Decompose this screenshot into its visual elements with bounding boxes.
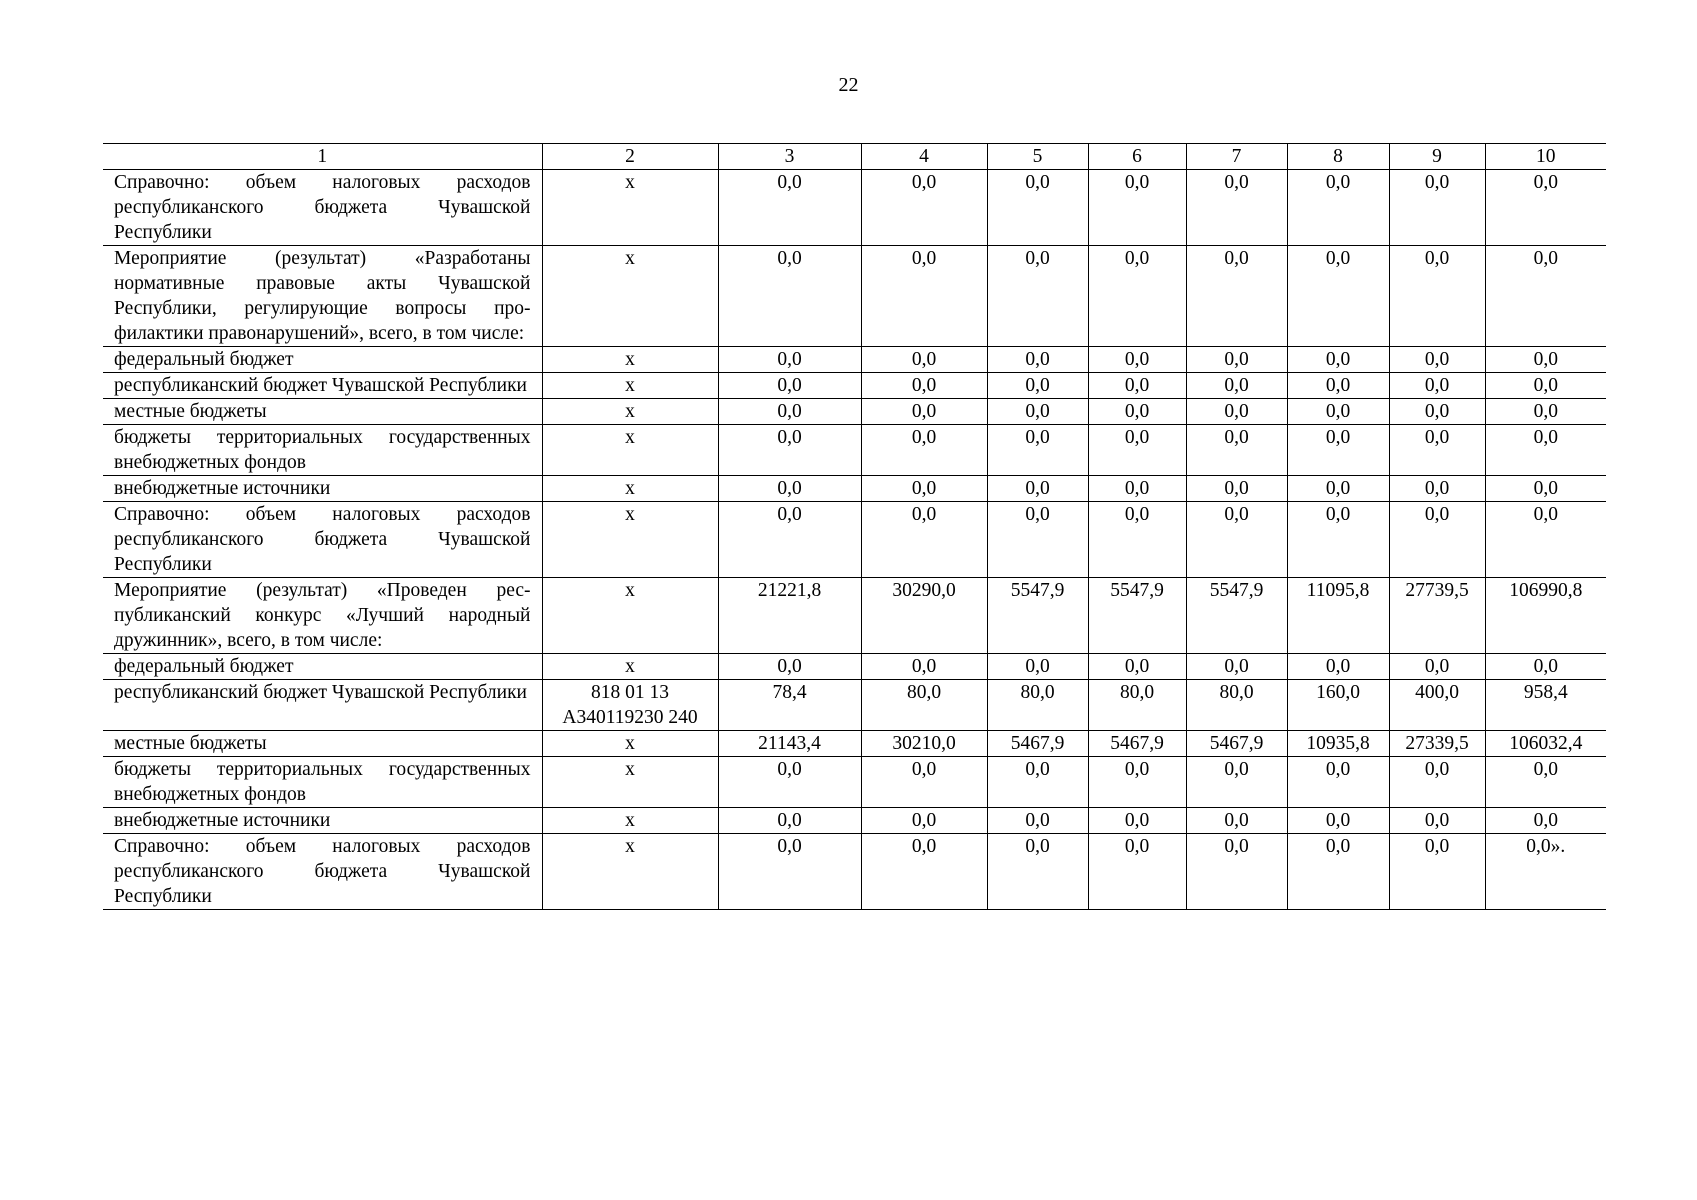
row-code-cell: х	[542, 425, 718, 476]
row-value-cell: 11095,8	[1287, 578, 1389, 654]
row-value-cell: 160,0	[1287, 680, 1389, 731]
row-value-cell: 0,0	[1485, 170, 1606, 246]
row-code-cell: х	[542, 731, 718, 757]
row-value-cell: 5547,9	[987, 578, 1088, 654]
row-value-cell: 0,0	[1389, 654, 1485, 680]
row-value-cell: 0,0	[1287, 373, 1389, 399]
table-row	[103, 654, 1606, 680]
row-code-cell: х	[542, 808, 718, 834]
table-header-row	[103, 144, 1606, 170]
row-value-cell: 0,0	[1485, 246, 1606, 347]
row-value-cell: 0,0	[1186, 834, 1287, 910]
row-value-cell: 80,0	[861, 680, 987, 731]
table-row	[103, 399, 1606, 425]
row-code-cell: х	[542, 834, 718, 910]
row-value-cell: 5547,9	[1186, 578, 1287, 654]
row-value-cell: 0,0	[1485, 502, 1606, 578]
row-value-cell: 0,0	[1186, 170, 1287, 246]
row-value-cell: 0,0	[1088, 502, 1186, 578]
row-value-cell: 0,0	[1186, 246, 1287, 347]
row-name-cell: внебюджетные источники	[103, 808, 542, 834]
table-row	[103, 425, 1606, 476]
row-value-cell: 0,0	[1389, 757, 1485, 808]
row-name-cell: республиканский бюджет Чувашской Республики	[103, 680, 542, 731]
row-code-cell: х	[542, 476, 718, 502]
row-value-cell: 0,0	[987, 834, 1088, 910]
row-code-cell: х	[542, 246, 718, 347]
column-header: 7	[1186, 144, 1287, 170]
table-row	[103, 834, 1606, 910]
row-value-cell: 0,0	[1088, 170, 1186, 246]
row-value-cell: 21221,8	[718, 578, 861, 654]
column-header: 9	[1389, 144, 1485, 170]
row-value-cell: 0,0	[1088, 654, 1186, 680]
row-name-cell: бюджеты территориальных государственных внебюджетных фондов	[103, 757, 542, 808]
row-value-cell: 0,0	[1389, 170, 1485, 246]
row-value-cell: 0,0	[718, 808, 861, 834]
row-value-cell: 0,0	[1287, 834, 1389, 910]
row-value-cell: 0,0	[987, 502, 1088, 578]
row-value-cell: 106990,8	[1485, 578, 1606, 654]
row-value-cell: 0,0	[1088, 399, 1186, 425]
row-code-cell: 818 01 13 А340119230 240	[542, 680, 718, 731]
row-value-cell: 0,0	[1389, 246, 1485, 347]
row-value-cell: 0,0».	[1485, 834, 1606, 910]
row-code-cell: х	[542, 578, 718, 654]
row-value-cell: 0,0	[1088, 757, 1186, 808]
row-value-cell: 0,0	[1485, 476, 1606, 502]
row-value-cell: 0,0	[987, 808, 1088, 834]
row-value-cell: 0,0	[987, 347, 1088, 373]
row-name-cell: Справочно: объем налоговых расходов республиканского бюджета Чувашской Республики	[103, 170, 542, 246]
row-code-cell: х	[542, 757, 718, 808]
column-header: 3	[718, 144, 861, 170]
row-value-cell: 0,0	[861, 425, 987, 476]
row-value-cell: 0,0	[1287, 246, 1389, 347]
row-value-cell: 0,0	[987, 399, 1088, 425]
row-value-cell: 0,0	[1287, 654, 1389, 680]
row-value-cell: 0,0	[718, 834, 861, 910]
row-value-cell: 5547,9	[1088, 578, 1186, 654]
row-value-cell: 0,0	[1287, 808, 1389, 834]
row-value-cell: 0,0	[1088, 834, 1186, 910]
row-value-cell: 27339,5	[1389, 731, 1485, 757]
row-value-cell: 30290,0	[861, 578, 987, 654]
row-value-cell: 0,0	[987, 425, 1088, 476]
row-value-cell: 5467,9	[987, 731, 1088, 757]
row-value-cell: 0,0	[861, 834, 987, 910]
row-value-cell: 0,0	[1088, 808, 1186, 834]
row-value-cell: 0,0	[1186, 425, 1287, 476]
row-name-cell: бюджеты территориальных государственных внебюджетных фондов	[103, 425, 542, 476]
row-value-cell: 5467,9	[1186, 731, 1287, 757]
column-header: 4	[861, 144, 987, 170]
row-value-cell: 0,0	[861, 476, 987, 502]
row-value-cell: 0,0	[1485, 347, 1606, 373]
row-value-cell: 10935,8	[1287, 731, 1389, 757]
table-row	[103, 731, 1606, 757]
row-code-cell: х	[542, 170, 718, 246]
row-value-cell: 0,0	[718, 757, 861, 808]
row-value-cell: 0,0	[861, 246, 987, 347]
row-value-cell: 0,0	[1287, 502, 1389, 578]
row-code-cell: х	[542, 502, 718, 578]
row-value-cell: 21143,4	[718, 731, 861, 757]
row-name-cell: Мероприятие (результат) «Проведен республиканский конкурс «Лучший народный дружинник», всего, в том числе:	[103, 578, 542, 654]
row-value-cell: 0,0	[1389, 502, 1485, 578]
row-value-cell: 0,0	[1088, 425, 1186, 476]
row-value-cell: 0,0	[1389, 808, 1485, 834]
column-header: 2	[542, 144, 718, 170]
budget-table	[103, 143, 1606, 910]
table-row	[103, 347, 1606, 373]
row-name-cell: местные бюджеты	[103, 731, 542, 757]
table-body	[103, 144, 1606, 910]
row-value-cell: 0,0	[987, 373, 1088, 399]
row-value-cell: 0,0	[987, 246, 1088, 347]
row-value-cell: 0,0	[718, 502, 861, 578]
row-value-cell: 0,0	[1186, 654, 1287, 680]
row-value-cell: 0,0	[987, 170, 1088, 246]
column-header: 8	[1287, 144, 1389, 170]
row-value-cell: 0,0	[718, 347, 861, 373]
row-value-cell: 0,0	[1088, 373, 1186, 399]
row-value-cell: 0,0	[1485, 373, 1606, 399]
row-value-cell: 0,0	[1287, 170, 1389, 246]
row-value-cell: 0,0	[861, 373, 987, 399]
row-code-cell: х	[542, 654, 718, 680]
row-value-cell: 0,0	[1485, 808, 1606, 834]
table-row	[103, 476, 1606, 502]
table-row	[103, 757, 1606, 808]
table-row	[103, 502, 1606, 578]
row-value-cell: 0,0	[861, 654, 987, 680]
row-value-cell: 80,0	[1186, 680, 1287, 731]
row-value-cell: 0,0	[1186, 399, 1287, 425]
row-value-cell: 0,0	[1389, 425, 1485, 476]
row-value-cell: 30210,0	[861, 731, 987, 757]
row-value-cell: 80,0	[1088, 680, 1186, 731]
row-name-cell: местные бюджеты	[103, 399, 542, 425]
row-value-cell: 0,0	[1186, 373, 1287, 399]
row-value-cell: 0,0	[987, 654, 1088, 680]
row-value-cell: 0,0	[718, 399, 861, 425]
table-row	[103, 246, 1606, 347]
row-value-cell: 0,0	[1088, 476, 1186, 502]
row-value-cell: 0,0	[861, 757, 987, 808]
row-value-cell: 0,0	[861, 808, 987, 834]
table-row	[103, 680, 1606, 731]
row-value-cell: 0,0	[1088, 246, 1186, 347]
row-value-cell: 400,0	[1389, 680, 1485, 731]
row-value-cell: 0,0	[718, 476, 861, 502]
row-value-cell: 78,4	[718, 680, 861, 731]
row-name-cell: Справочно: объем налоговых расходов республиканского бюджета Чувашской Республики	[103, 834, 542, 910]
table-row	[103, 373, 1606, 399]
row-value-cell: 0,0	[987, 757, 1088, 808]
row-name-cell: внебюджетные источники	[103, 476, 542, 502]
row-value-cell: 0,0	[1287, 425, 1389, 476]
row-value-cell: 0,0	[861, 170, 987, 246]
row-value-cell: 0,0	[861, 502, 987, 578]
row-value-cell: 0,0	[987, 476, 1088, 502]
row-value-cell: 0,0	[1088, 347, 1186, 373]
row-name-cell: республиканский бюджет Чувашской Республики	[103, 373, 542, 399]
row-value-cell: 0,0	[718, 654, 861, 680]
table-row	[103, 170, 1606, 246]
row-code-cell: х	[542, 373, 718, 399]
row-value-cell: 0,0	[1389, 399, 1485, 425]
table-row	[103, 808, 1606, 834]
row-value-cell: 0,0	[861, 347, 987, 373]
row-value-cell: 0,0	[718, 246, 861, 347]
row-value-cell: 0,0	[861, 399, 987, 425]
row-name-cell: федеральный бюджет	[103, 654, 542, 680]
row-value-cell: 80,0	[987, 680, 1088, 731]
column-header: 5	[987, 144, 1088, 170]
row-value-cell: 0,0	[718, 425, 861, 476]
row-name-cell: федеральный бюджет	[103, 347, 542, 373]
row-value-cell: 27739,5	[1389, 578, 1485, 654]
row-value-cell: 0,0	[1485, 399, 1606, 425]
row-value-cell: 5467,9	[1088, 731, 1186, 757]
row-value-cell: 0,0	[1186, 347, 1287, 373]
row-value-cell: 0,0	[718, 170, 861, 246]
row-value-cell: 0,0	[1389, 373, 1485, 399]
table-row	[103, 578, 1606, 654]
row-value-cell: 0,0	[1287, 757, 1389, 808]
row-value-cell: 0,0	[1186, 476, 1287, 502]
row-value-cell: 0,0	[1389, 834, 1485, 910]
row-code-cell: х	[542, 347, 718, 373]
row-value-cell: 0,0	[1287, 476, 1389, 502]
row-value-cell: 0,0	[1186, 757, 1287, 808]
row-value-cell: 0,0	[718, 373, 861, 399]
row-value-cell: 958,4	[1485, 680, 1606, 731]
row-value-cell: 0,0	[1186, 808, 1287, 834]
row-name-cell: Мероприятие (результат) «Разработаны нормативные правовые акты Чувашской Республики, регулирующие вопросы профилактики правонарушений», всего, в том числе:	[103, 246, 542, 347]
row-value-cell: 0,0	[1186, 502, 1287, 578]
row-value-cell: 0,0	[1287, 347, 1389, 373]
column-header: 1	[103, 144, 542, 170]
column-header: 6	[1088, 144, 1186, 170]
row-code-cell: х	[542, 399, 718, 425]
row-value-cell: 0,0	[1485, 654, 1606, 680]
row-name-cell: Справочно: объем налоговых расходов республиканского бюджета Чувашской Республики	[103, 502, 542, 578]
row-value-cell: 0,0	[1485, 757, 1606, 808]
row-value-cell: 0,0	[1485, 425, 1606, 476]
row-value-cell: 0,0	[1389, 476, 1485, 502]
row-value-cell: 0,0	[1389, 347, 1485, 373]
page-number: 22	[838, 74, 859, 96]
row-value-cell: 106032,4	[1485, 731, 1606, 757]
row-value-cell: 0,0	[1287, 399, 1389, 425]
column-header: 10	[1485, 144, 1606, 170]
